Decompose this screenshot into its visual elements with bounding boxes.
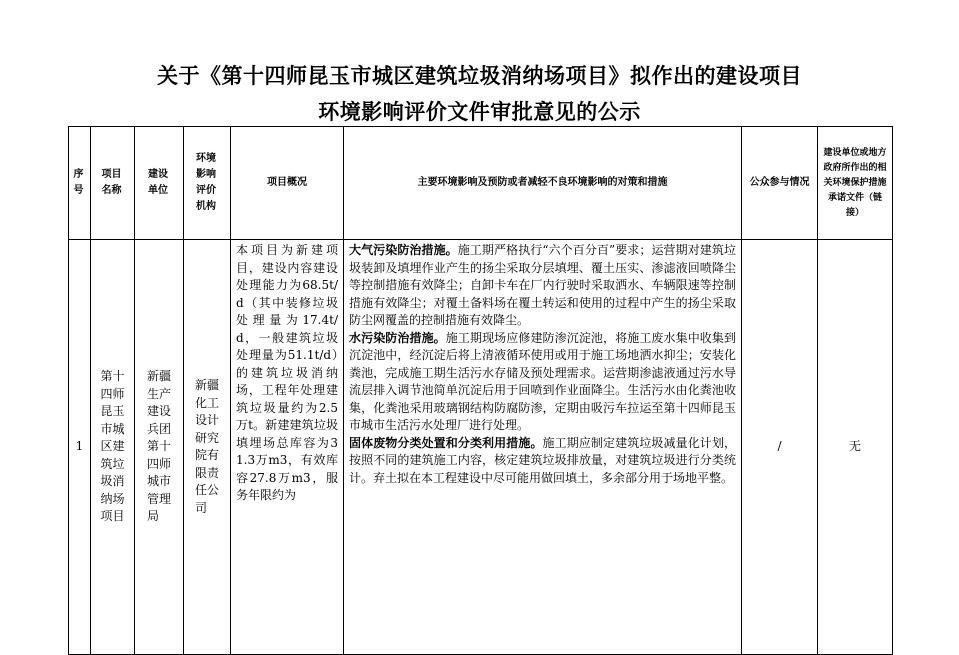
- document-title-line1: 关于《第十四师昆玉市城区建筑垃圾消纳场项目》拟作出的建设项目: [157, 64, 802, 88]
- cell-overview: 本项目为新建项目，建设内容建设处理能力为68.5t/d（其中装修垃圾处理量为17.4t/d，一般建筑垃圾处理量为51.1t/d）的建筑垃圾消纳场，工程年处理建筑垃圾量约为2.5万t。新建建筑垃圾填埋场总库容为31.3万m3，有效库容27.8万m3，服务年限约为: [231, 240, 344, 655]
- header-commitment: 建设单位或地方政府所作出的相关环境保护措施承诺文件（链接）: [818, 127, 893, 240]
- table-header-row: [69, 127, 893, 240]
- header-measures: 主要环境影响及预防或者减轻不良环境影响的对策和措施: [344, 127, 742, 240]
- cell-commitment: 无: [818, 240, 893, 655]
- measure-water: 水污染防治措施。施工期现场应修建防渗沉淀池，将施工废水集中收集到沉淀池中，经沉淀后将上清液循环使用或用于施工场地洒水抑尘；安装化粪池，完成施工期生活污水存储及预处理需求。运营期渗滤液通过污水导流层排入调节池简单沉淀后用于回喷到作业面降尘。生活污水由化粪池收集，化粪池采用玻璃钢结构防腐防渗，定期由吸污车拉运至第十四师昆玉市城市生活污水处理厂进行处理。: [349, 330, 736, 432]
- header-overview: 项目概况: [231, 127, 344, 240]
- cell-measures: [344, 240, 742, 655]
- cell-project-name: 第十四师昆玉市城区建筑垃圾消纳场项目: [91, 240, 135, 655]
- table-row: [69, 240, 893, 655]
- measure-air: 大气污染防治措施。施工期严格执行“六个百分百”要求；运营期对建筑垃圾装卸及填埋作业产生的扬尘采取分层填埋、覆土压实、渗滤液回喷降尘等控制措施有效降尘；自卸卡车在厂内行驶时采取洒水、车辆限速等控制措施有效降尘；对覆土备料场在覆土转运和使用的过程中产生的扬尘采取防尘网覆盖的控制措施有效降尘。: [349, 243, 736, 327]
- header-eia-agency: 环境影响评价机构: [184, 127, 231, 240]
- header-builder: 建设单位: [135, 127, 184, 240]
- header-project-name: 项目名称: [91, 127, 135, 240]
- document-title-line2: 环境影响评价文件审批意见的公示: [318, 100, 641, 124]
- header-seq: 序号: [69, 127, 91, 240]
- measure-solid-waste: 固体废物分类处置和分类利用措施。施工期应制定建筑垃圾减量化计划，按照不同的建筑施工内容，核定建筑垃圾排放量，对建筑垃圾进行分类统计。弃土拟在本工程建设中尽可能用做回填土，多余部分用于场地平整。: [349, 435, 736, 485]
- header-public: 公众参与情况: [742, 127, 818, 240]
- cell-seq: 1: [69, 240, 91, 655]
- cell-builder: 新疆生产建设兵团第十四师城市管理局: [135, 240, 184, 655]
- cell-eia-agency: 新疆化工设计研究院有限责任公司: [184, 240, 231, 655]
- cell-public: /: [742, 240, 818, 655]
- approval-table: [68, 126, 893, 655]
